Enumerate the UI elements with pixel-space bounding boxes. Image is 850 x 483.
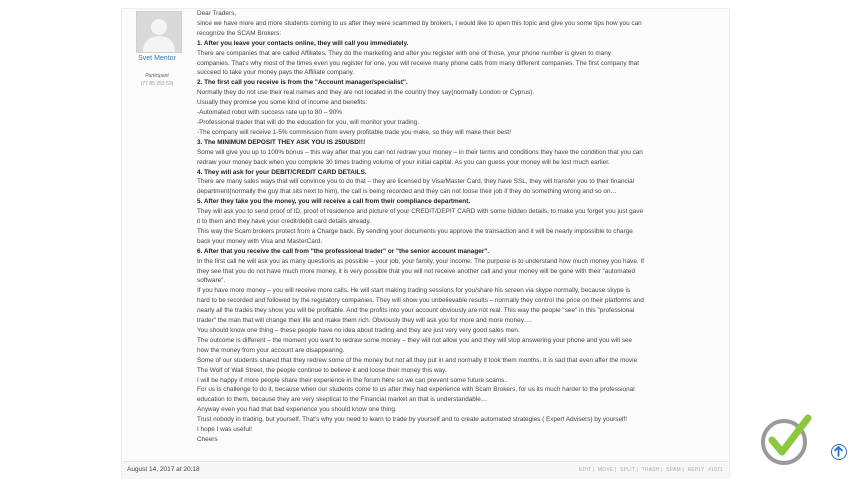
post-text-line: department(normally the guy that sits next to him), the call is being recorded and they can not loose their job if they do something wrong and so on… [197, 188, 617, 196]
post-text-line: Cheers [197, 435, 218, 443]
post-content [197, 9, 722, 445]
post-text-line: There are many sales ways that will convince you to do that – they are licensed by Visa/Master Card, they have SSL, they will transfer you to their financial [197, 178, 635, 186]
post-text-line: The Wolf of Wall Street, the people continue to believe it and loose their money this way. [197, 366, 447, 374]
post-heading-line: 6. After that you receive the call from "the professional trader" or "the senior account manager". [197, 247, 490, 255]
post-text-line: recognize the SCAM Brokers: [197, 29, 282, 37]
post-text-line: how the money from your account are disappearing. [197, 346, 345, 354]
site-logo [758, 414, 814, 466]
post-actions: EDIT | MOVE | SPLIT | TRASH | SPAM | REPLY #1971 [579, 467, 723, 473]
post-text-line: -Automated robot with success rate up to 80 – 90% [197, 109, 342, 117]
scroll-to-top-button[interactable] [831, 444, 847, 460]
checkmark-logo-icon [758, 414, 814, 466]
post-text-line: back your money with Visa and MasterCard. [197, 237, 323, 245]
post-text-line: Trust nobody in trading, but yourself. That's why you need to learn to trade by yourself and to create automated strategies ( Expert Advisers) by yourself! [197, 416, 627, 424]
post-text-line: There are companies that are called Affiliates. They do the marketing and after you register with one of those, your phone number is given to many [197, 49, 611, 57]
forum-post [121, 8, 730, 478]
post-text-line: nearly all the trades they show you will be profitable. And the profits into your account obviously are not real. This way the people "see" in this "professional [197, 307, 635, 315]
post-footer [122, 461, 729, 479]
post-text-line: I will be happy if more people share their experience in the forum here so we can prevent some future scams.. [197, 376, 508, 384]
move-link[interactable]: MOVE [597, 467, 614, 473]
post-heading-line: 2. The first call you receive is from the "Account manager/specialist". [197, 79, 408, 87]
post-text-line: it to them and they have your credit/debit card details already. [197, 218, 371, 226]
edit-link[interactable]: EDIT [579, 467, 592, 473]
post-heading-line: 4. They will ask for your DEBIT/CREDIT CARD DETAILS. [197, 168, 367, 176]
post-text-line: hard to be recorded and followed by the regulatory companies. They will show you unbelievable results – normally they control the price on their platforms and [197, 297, 644, 305]
post-text-line: Some of our students shared that they redrew some of the money but not all they put in and normally it took them months. It is sad that even after the movie [197, 356, 638, 364]
post-text-line: trader" the man that will change their life and make them rich. Obviously they will ask you for more and more money…. [197, 317, 533, 325]
reply-link[interactable]: REPLY [687, 467, 705, 473]
post-text-line: For us is challenge to do it, because when our students come to us after they had experience with Scam Brokers, for us its much harder to the professional [197, 386, 635, 394]
post-text-line: companies. That's why most of the times even you register for one, you will receive many phone calls from many different companies. The first company that [197, 59, 640, 67]
trash-link[interactable]: TRASH [641, 467, 660, 473]
post-heading-line: 5. After they take you the money, you will receive a call from their compliance department. [197, 198, 471, 206]
post-text-line: The outcome is different – the moment you want to redraw some money – they will not allow you and they will stop answering your phone and you will see [197, 336, 633, 344]
author-meta: (77 85 253 59) [140, 81, 174, 87]
author-name[interactable]: Svet Mentor [138, 55, 176, 62]
post-text-line: Some will give you up to 100% bonus – this way after that you can not redraw your money – in their terms and conditions they have the condition that you can [197, 148, 643, 156]
post-text-line: education to them, because they are very skeptical to the Financial market an that is understandable… [197, 396, 488, 404]
arrow-up-icon [832, 445, 845, 458]
post-text-line: If you have more money – you will receive more calls. He will start making trading sessions for you/share his screen via skype normally, because skype is [197, 287, 631, 295]
post-text-line: redraw your money back when you complete 30 times trading volume of your initial capital. As you can guess your money will be lost much earlier. [197, 158, 610, 166]
post-text-line: Dear Traders, [197, 10, 237, 17]
post-heading-line: 1. After you leave your contacts online, they will call you immediately. [197, 39, 409, 47]
post-text-line: This way the Scam brokers protect from a Charge back. By sending your documents you approve the transaction and it will be nearly impossible to charge [197, 227, 633, 235]
spam-link[interactable]: SPAM [666, 467, 681, 473]
post-text-line: I hope I was useful! [197, 426, 253, 434]
post-text-line: since we have more and more students coming to us after they were scammed by brokers, I would like to open this topic and give you some tips how you can [197, 19, 642, 27]
post-heading-line: 3. The MINIMUM DEPOSIT THEY ASK YOU IS 250USD!!! [197, 138, 366, 146]
post-text-line: Normally they do not use their real names and they are not located in the country they say(normally London or Cyprus). [197, 89, 535, 97]
post-text-line: You should know one thing – these people have no idea about trading and they are just very very good sales men. [197, 327, 520, 334]
post-text-line: -The company will receive 1-5% commission from every profitable trade you make, so they will make their best! [197, 128, 511, 136]
avatar[interactable] [136, 11, 182, 53]
post-text-line: they see that you do not have much more money, it is very possible that you will not receive another call and your money will be gone with their "automated [197, 267, 636, 275]
post-text-line: Usually they promise you some kind of income and benefits: [197, 99, 368, 107]
post-text-line: Anyway even you had that bad experience you should know one thing. [197, 406, 397, 414]
post-text-line: succeed to take your money pays the Affiliate company. [197, 69, 355, 77]
post-text-line: In the first call he will ask you as many questions as possible – your job, your family, your income. The purpose is to understand how much money you have. If [197, 257, 644, 265]
post-number[interactable]: #1971 [708, 467, 723, 473]
user-silhouette-icon [137, 12, 181, 52]
post-text-line: -Professional trader that will do the education for you, will monitor your trading. [197, 118, 420, 126]
split-link[interactable]: SPLIT [620, 467, 635, 473]
post-date: August 14, 2017 at 20:18 [127, 466, 200, 473]
post-text-line: software". [197, 277, 226, 285]
author-role: Participant [145, 73, 169, 79]
post-text-line: They will ask you to send proof of ID, proof of residence and picture of your CREDIT/DEPIT CARD with some hidden details, to make you forget you just gave [197, 208, 644, 216]
